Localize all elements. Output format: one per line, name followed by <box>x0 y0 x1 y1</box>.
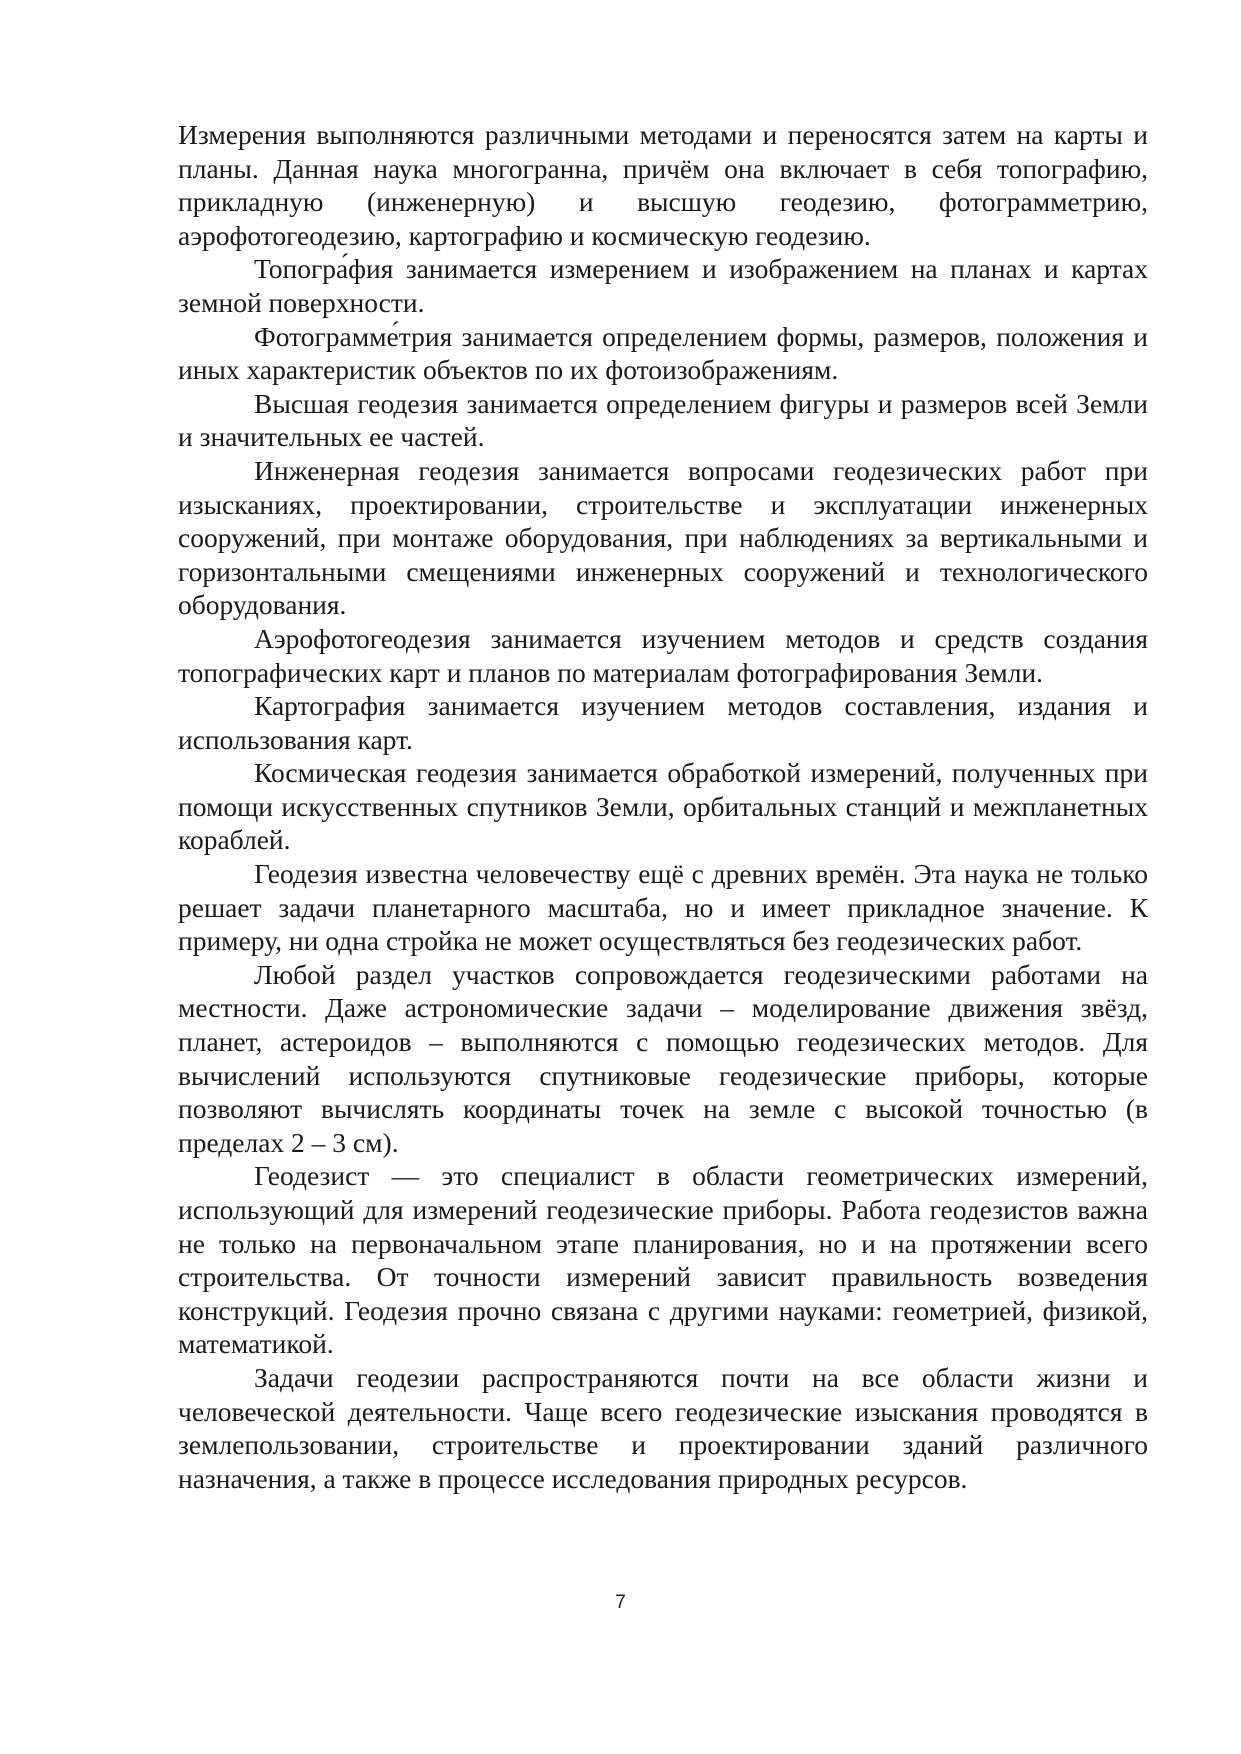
paragraph-space-geodesy: Космическая геодезия занимается обработкой измерений, полученных при помощи искусственных спутников Земли, орбитальных станций и межпланетных кораблей. <box>178 757 1148 856</box>
paragraph-geodesy-history: Геодезия известна человечеству ещё с древних времён. Эта наука не только решает задачи планетарного масштаба, но и имеет прикладное значение. К примеру, ни одна стройка не может осуществляться без геодезических работ. <box>178 858 1148 957</box>
paragraph-higher-geodesy: Высшая геодезия занимается определением фигуры и размеров всей Земли и значительных ее частей. <box>178 387 1148 453</box>
paragraph-intro-measurements: Измерения выполняются различными методами и переносятся затем на карты и планы. Данная наука многогранна, причём она включает в себя топографию, прикладную (инженерную) и высшую геодезию, фотограмметрию, аэрофотогеодезию, картографию и космическую геодезию. <box>178 119 1148 251</box>
page-number: 7 <box>615 1592 626 1613</box>
paragraph-geodesist: Геодезист — это специалист в области геометрических измерений, использующий для измерений геодезические приборы. Работа геодезистов важна не только на первоначальном этапе планирования, но и на протяжении всего строительства. От точности измерений зависит правильность возведения конструкций. Геодезия прочно связана с другими науками: геометрией, физикой, математикой. <box>178 1160 1148 1360</box>
paragraph-engineering-geodesy: Инженерная геодезия занимается вопросами геодезических работ при изысканиях, проектировании, строительстве и эксплуатации инженерных сооружений, при монтаже оборудования, при наблюдениях за вертикальными и горизонтальными смещениями инженерных сооружений и технологического оборудования. <box>178 454 1148 621</box>
page-body-text <box>178 118 1148 1495</box>
paragraph-cartography: Картография занимается изучением методов составления, издания и использования карт. <box>178 690 1148 755</box>
paragraph-aerophotogeodesy: Аэрофотогеодезия занимается изучением методов и средств создания топографических карт и планов по материалам фотографирования Земли. <box>178 622 1148 688</box>
paragraph-photogrammetry: Фотограмме́трия занимается определением формы, размеров, положения и иных характеристик объектов по их фотоизображениям. <box>178 320 1148 386</box>
paragraph-geodesy-tasks: Задачи геодезии распространяются почти на все области жизни и человеческой деятельности. Чаще всего геодезические изыскания проводятся в землепользовании, строительстве и проектировании зданий различного назначения, а также в процессе исследования природных ресурсов. <box>178 1361 1148 1494</box>
paragraph-topography: Топогра́фия занимается измерением и изображением на планах и картах земной поверхности. <box>178 253 1148 318</box>
paragraph-geodetic-works: Любой раздел участков сопровождается геодезическими работами на местности. Даже астрономические задачи – моделирование движения звёзд, планет, астероидов – выполняются с помощью геодезических методов. Для вычислений используются спутниковые геодезические приборы, которые позволяют вычислять координаты точек на земле с высокой точностью (в пределах 2 – 3 см). <box>178 958 1148 1158</box>
